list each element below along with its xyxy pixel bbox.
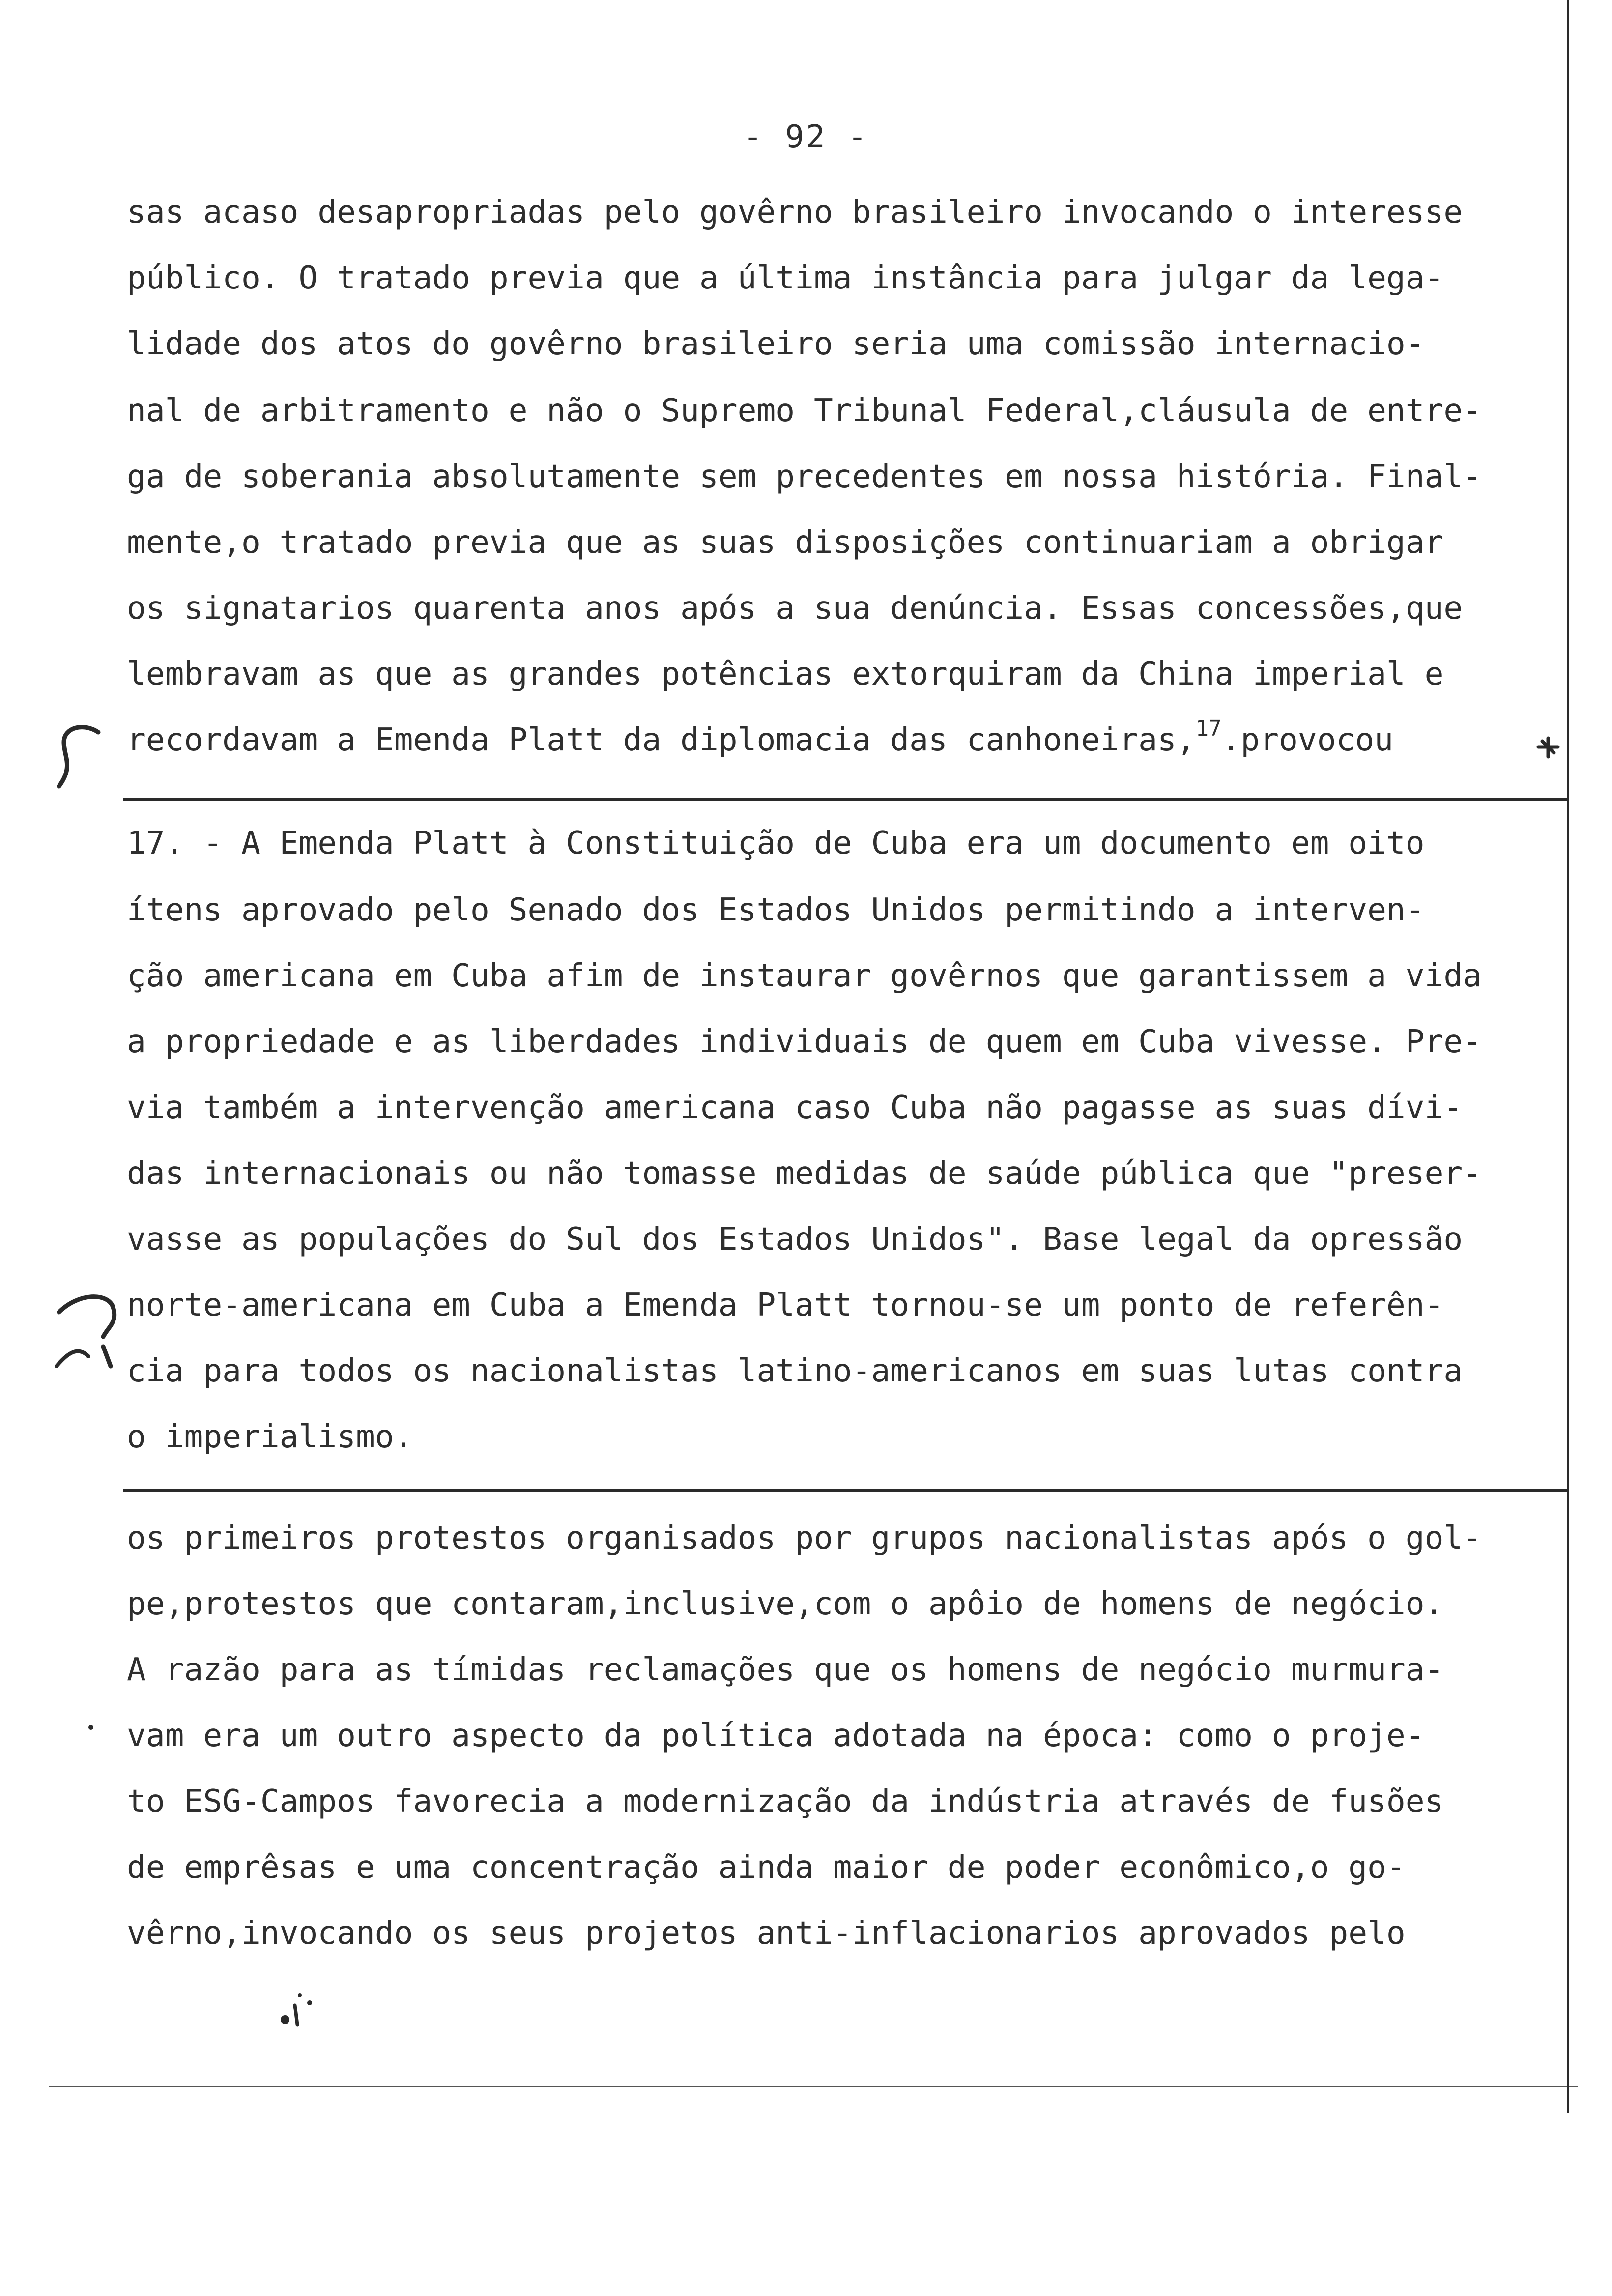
footnote-line: norte-americana em Cuba a Emenda Platt tornou-se um ponto de referên- bbox=[127, 1287, 1444, 1323]
margin-mark-icon bbox=[44, 718, 113, 796]
footnote-line: ítens aprovado pelo Senado dos Estados Unidos permitindo a interven- bbox=[127, 891, 1425, 928]
footnote-line: 17. - A Emenda Platt à Constituição de Cuba era um documento em oito bbox=[127, 825, 1425, 861]
text-segment: .provocou bbox=[1221, 721, 1394, 758]
text-line: lidade dos atos do govêrno brasileiro seria uma comissão internacio- bbox=[127, 325, 1425, 362]
margin-mark-icon bbox=[49, 1283, 133, 1381]
footnote-line: das internacionais ou não tomasse medidas de saúde pública que "preser- bbox=[127, 1155, 1482, 1192]
text-line: ga de soberania absolutamente sem precedentes em nossa história. Final- bbox=[127, 458, 1482, 495]
page-number: - 92 - bbox=[743, 119, 869, 155]
text-line: nal de arbitramento e não o Supremo Tribunal Federal,cláusula de entre- bbox=[127, 392, 1482, 429]
text-segment: recordavam a Emenda Platt da diplomacia das canhoneiras, bbox=[127, 721, 1196, 758]
text-line: os primeiros protestos organisados por grupos nacionalistas após o gol- bbox=[127, 1520, 1482, 1556]
ink-blot-icon bbox=[1533, 732, 1563, 762]
bottom-rule bbox=[49, 2086, 1578, 2087]
footnote-separator-top bbox=[123, 798, 1568, 801]
footnote-separator-bottom bbox=[123, 1489, 1568, 1492]
text-line: de emprêsas e uma concentração ainda maior de poder econômico,o go- bbox=[127, 1849, 1406, 1886]
footnote-line: ção americana em Cuba afim de instaurar govêrnos que garantissem a vida bbox=[127, 957, 1482, 994]
footnote-line: via também a intervenção americana caso Cuba não pagasse as suas dívi- bbox=[127, 1089, 1463, 1126]
text-line: sas acaso desapropriadas pelo govêrno brasileiro invocando o interesse bbox=[127, 194, 1463, 230]
ink-dot-icon bbox=[84, 1720, 98, 1735]
footnote-reference: 17 bbox=[1195, 716, 1222, 741]
text-line: A razão para as tímidas reclamações que os homens de negócio murmura- bbox=[127, 1651, 1444, 1688]
text-line: pe,protestos que contaram,inclusive,com o apôio de homens de negócio. bbox=[127, 1585, 1444, 1622]
text-line: os signatarios quarenta anos após a sua denúncia. Essas concessões,que bbox=[127, 590, 1463, 627]
text-line: vam era um outro aspecto da política adotada na época: como o proje- bbox=[127, 1717, 1425, 1754]
footnote-line: a propriedade e as liberdades individuais de quem em Cuba vivesse. Pre- bbox=[127, 1023, 1482, 1060]
text-line: público. O tratado previa que a última instância para julgar da lega- bbox=[127, 259, 1444, 296]
footnote-line: cia para todos os nacionalistas latino-americanos em suas lutas contra bbox=[127, 1352, 1463, 1389]
text-line-with-note-ref bbox=[127, 716, 1562, 763]
text-line: vêrno,invocando os seus projetos anti-inflacionarios aprovados pelo bbox=[127, 1915, 1406, 1952]
footnote-line: o imperialismo. bbox=[127, 1418, 413, 1455]
ink-blot-icon bbox=[265, 1985, 324, 2039]
margin-bar bbox=[1567, 0, 1569, 2113]
text-line: mente,o tratado previa que as suas disposições continuariam a obrigar bbox=[127, 524, 1444, 561]
text-line: lembravam as que as grandes potências extorquiram da China imperial e bbox=[127, 656, 1444, 692]
footnote-line: vasse as populações do Sul dos Estados Unidos". Base legal da opressão bbox=[127, 1221, 1463, 1258]
text-line: to ESG-Campos favorecia a modernização da indústria através de fusões bbox=[127, 1783, 1444, 1820]
